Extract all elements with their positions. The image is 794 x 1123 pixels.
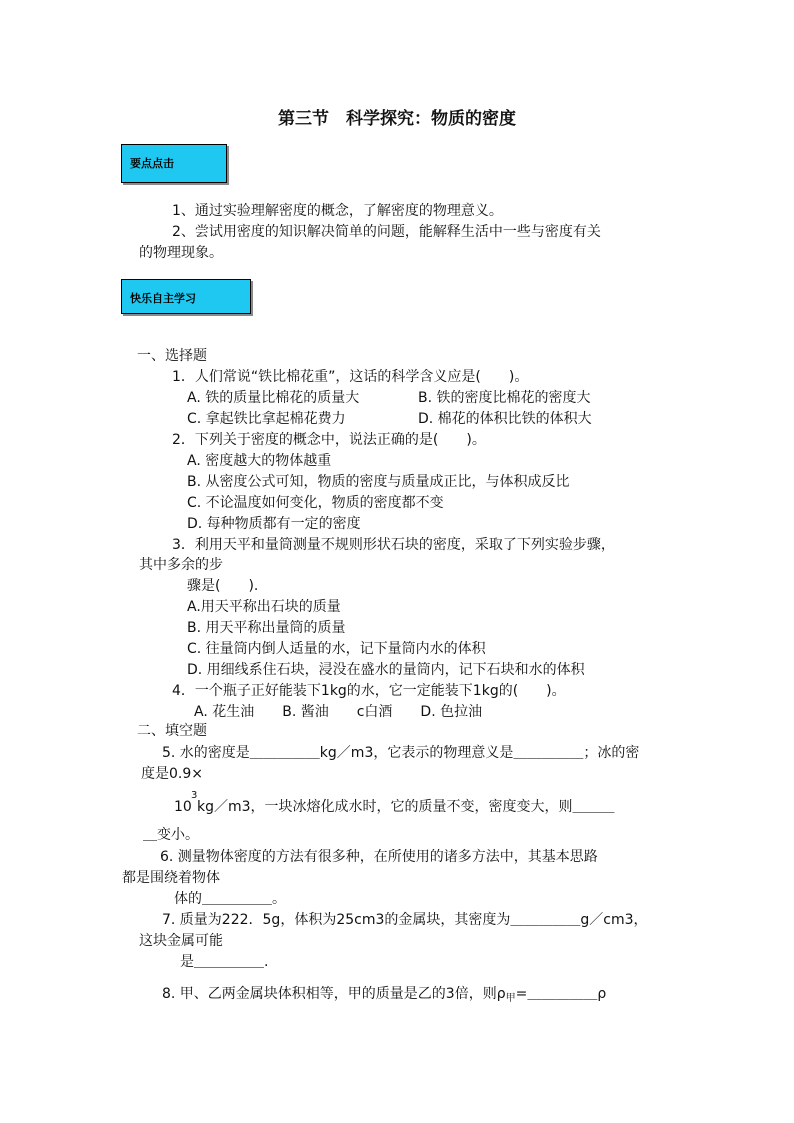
q3-option-a: A.用天平称出石块的质量 <box>187 599 341 615</box>
q2-option-b: B. 从密度公式可知，物质的密度与质量成正比，与体积成反比 <box>187 474 570 490</box>
q8-subscript: 甲 <box>505 993 516 1004</box>
part1-heading: 一、选择题 <box>137 348 207 364</box>
section-label-key-points <box>121 144 227 183</box>
q8-tail: =＿＿＿＿＿ρ <box>515 986 607 1002</box>
q3-option-c: C. 往量筒内倒人适量的水，记下量筒内水的体积 <box>187 641 486 657</box>
q2-option-a: A. 密度越大的物体越重 <box>187 453 332 469</box>
objective-2: 2、尝试用密度的知识解决简单的问题，能解释生活中一些与密度有关 <box>172 224 601 240</box>
q6-line2: 都是围绕着物体 <box>122 870 220 886</box>
q4-stem: 4．一个瓶子正好能装下1kg的水，它一定能装下1kg的( )。 <box>172 683 566 699</box>
objective-1: 1、通过实验理解密度的概念，了解密度的物理意义。 <box>172 203 503 219</box>
q6-line3: 体的＿＿＿＿＿。 <box>174 891 286 907</box>
q5-line2: 度是0.9× <box>141 766 203 782</box>
q7-line3: 是＿＿＿＿＿. <box>180 954 269 970</box>
q1-option-d: D. 棉花的体积比铁的体积大 <box>418 411 592 427</box>
q3-stem-cont: 其中多余的步 <box>139 557 223 573</box>
q1-stem: 1．人们常说“铁比棉花重”，这话的科学含义应是( )。 <box>172 369 529 385</box>
page-title: 第三节 科学探究：物质的密度 <box>278 109 516 129</box>
section-label-text: 要点点击 <box>130 157 174 170</box>
q4-options: A. 花生油 B. 酱油 c白酒 D. 色拉油 <box>194 704 483 720</box>
q1-option-c: C. 拿起铁比拿起棉花费力 <box>187 411 346 427</box>
section-label-text: 快乐自主学习 <box>130 292 196 305</box>
q5-power-base: 10 <box>174 799 192 815</box>
q1-option-b: B. 铁的密度比棉花的密度大 <box>418 390 591 406</box>
q7-line1: 7. 质量为222．5g，体积为25cm3的金属块，其密度为＿＿＿＿＿g／cm3， <box>162 912 648 928</box>
q2-option-d: D. 每种物质都有一定的密度 <box>187 516 361 532</box>
part2-heading: 二、填空题 <box>137 723 207 739</box>
objective-2-cont: 的物理现象。 <box>139 245 223 261</box>
q5-line1: 5. 水的密度是＿＿＿＿＿kg／m3，它表示的物理意义是＿＿＿＿＿；冰的密 <box>162 745 640 761</box>
q8-text: 8. 甲、乙两金属块体积相等，甲的质量是乙的3倍，则ρ <box>162 986 506 1002</box>
q6-line1: 6. 测量物体密度的方法有很多种，在所使用的诸多方法中，其基本思路 <box>160 849 598 865</box>
q5-line4: ＿变小。 <box>143 827 199 843</box>
q2-option-c: C. 不论温度如何变化，物质的密度都不变 <box>187 495 444 511</box>
section-label-self-study <box>121 279 251 314</box>
q2-stem: 2．下列关于密度的概念中，说法正确的是( )。 <box>172 432 486 448</box>
q3-option-d: D. 用细线系住石块，浸没在盛水的量筒内，记下石块和水的体积 <box>187 662 585 678</box>
q1-option-a: A. 铁的质量比棉花的质量大 <box>187 390 360 406</box>
q8-line <box>162 985 606 1005</box>
q3-option-b: B. 用天平称出量筒的质量 <box>187 620 346 636</box>
q5-line3: kg／m3，一块冰熔化成水时，它的质量不变，密度变大，则＿＿＿ <box>197 799 615 815</box>
q3-stem: 3．利用天平和量筒测量不规则形状石块的密度，采取了下列实验步骤， <box>172 537 615 553</box>
q3-stem-cont2: 骤是( ). <box>187 578 259 594</box>
q7-line2: 这块金属可能 <box>139 933 223 949</box>
q5-power-exponent: 3 <box>191 790 198 801</box>
